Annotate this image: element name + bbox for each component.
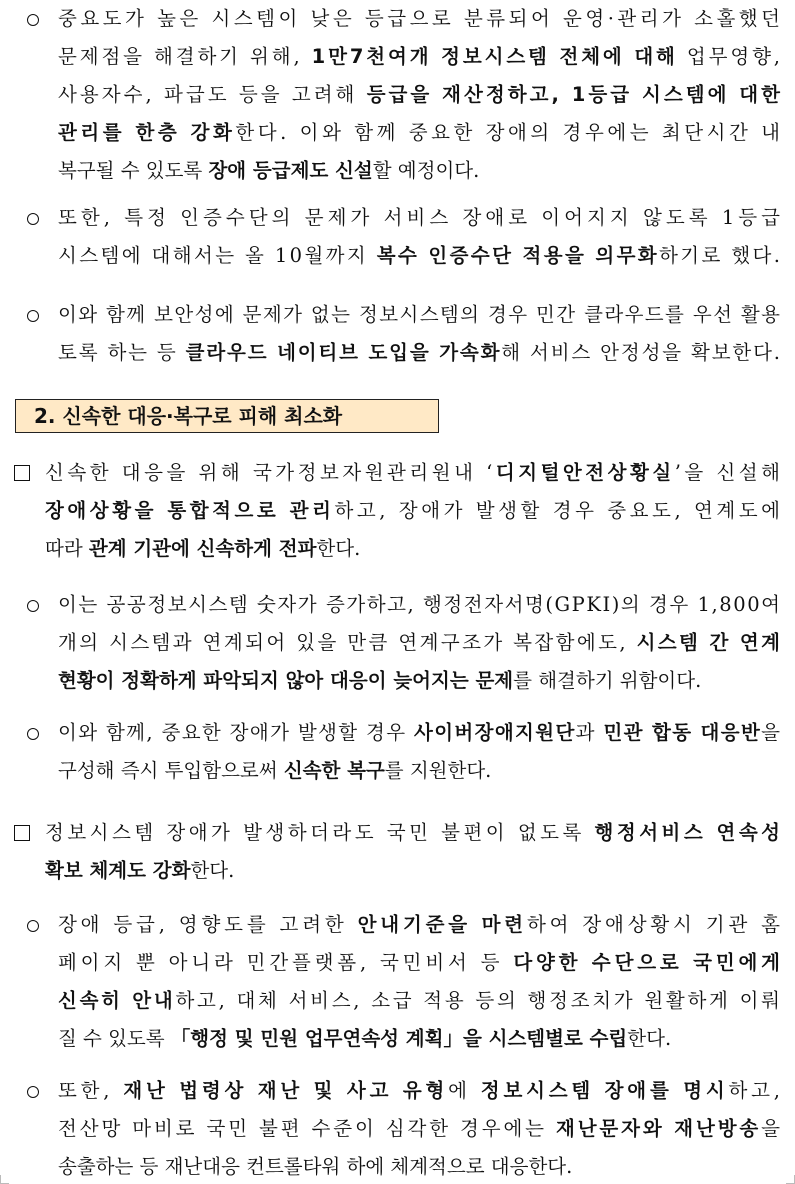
paragraph-line (58, 626, 782, 660)
emphasis-text: 사이버장애지원단 (414, 721, 576, 744)
emphasis-text: 시스템 간 연계 (636, 631, 783, 654)
body-text: 질 수 있도록 (58, 1027, 171, 1050)
body-text: 신속한 대응을 위해 국가정보자원관리원내 ‘ (45, 461, 496, 484)
body-text: 하고, 장애가 발생할 경우 중요도, 연계도에 (334, 499, 784, 522)
emphasis-text: 정보시스템 장애를 명시 (480, 1079, 729, 1102)
paragraph-line (45, 816, 784, 850)
section-heading: 2. 신속한 대응·복구로 피해 최소화 (34, 404, 343, 428)
body-text: 복구될 수 있도록 (58, 159, 209, 182)
paragraph-line (58, 1074, 784, 1108)
body-text: 하고, (728, 1079, 784, 1102)
square-bullet-icon (14, 816, 30, 853)
body-text: 장애 등급, 영향도를 고려한 (58, 913, 358, 936)
emphasis-text: 복수 인증수단 적용을 의무화 (376, 244, 660, 267)
emphasis-text: 안내기준을 마련 (357, 913, 527, 936)
body-text: 을 (761, 721, 782, 744)
emphasis-text: 민관 합동 대응반 (603, 721, 762, 744)
paragraph-line (58, 908, 784, 942)
body-text: 해 서비스 안정성을 확보한다. (501, 341, 782, 364)
body-text: 과 (575, 721, 604, 744)
emphasis-text: 장애상황을 통합적으로 관리 (45, 499, 335, 522)
emphasis-text: 행정서비스 연속성 (594, 821, 784, 844)
circle-bullet-icon (27, 588, 39, 624)
body-text: 토록 하는 등 (58, 341, 186, 364)
emphasis-text: 클라우드 네이티브 도입을 가속화 (185, 341, 502, 364)
body-text: 한다. 이와 함께 중요한 장애의 경우에는 최단시간 내 (235, 121, 784, 144)
paragraph-line (58, 1112, 783, 1146)
circle-bullet-icon (27, 908, 39, 944)
body-text: 하고, 대체 서비스, 소급 적용 등의 행정조치가 원활하게 이뤄 (175, 989, 783, 1012)
circle-bullet-icon (27, 1074, 39, 1110)
emphasis-text: 현황이 정확하게 파악되지 않아 대응이 늦어지는 문제 (58, 669, 514, 692)
body-text: 할 예정이다. (372, 159, 480, 182)
paragraph-line (45, 854, 234, 888)
circle-bullet-icon (27, 298, 39, 334)
body-text: 페이지 뿐 아니라 민간플랫폼, 국민비서 등 (58, 951, 514, 974)
body-text: 시스템에 대해서는 올 10월까지 (58, 244, 377, 267)
emphasis-text: 관계 기관에 신속하게 전파 (88, 537, 317, 560)
emphasis-text: 재난문자와 재난방송 (555, 1117, 762, 1140)
paragraph-line (58, 154, 479, 188)
body-text: 이와 함께 보안성에 문제가 없는 정보시스템의 경우 민간 클라우드를 우선 활용 (58, 303, 782, 326)
body-text: 개의 시스템과 연계되어 있을 만큼 연계구조가 복잡함에도, (58, 631, 637, 654)
paragraph-line (58, 984, 783, 1018)
emphasis-text: 다양한 수단으로 국민에게 (513, 951, 784, 974)
body-text: 하여 장애상황시 기관 홈 (526, 913, 784, 936)
body-text: 문제점을 해결하기 위해, (58, 45, 312, 68)
paragraph-line (58, 1150, 572, 1184)
body-text: 에 (448, 1079, 481, 1102)
paragraph-line (58, 78, 783, 112)
emphasis-text: 신속한 복구 (283, 759, 385, 782)
paragraph-line (45, 456, 784, 490)
emphasis-text: 장애 등급제도 신설 (208, 159, 373, 182)
emphasis-text: 등급을 재산정하고, 1등급 시스템에 대한 (366, 83, 784, 106)
emphasis-text: 신속히 안내 (58, 989, 176, 1012)
body-text: ’을 신설해 (674, 461, 784, 484)
paragraph-line (58, 754, 491, 788)
body-text: 사용자수, 파급도 등을 고려해 (58, 83, 367, 106)
paragraph-line (58, 716, 781, 750)
body-text: 정보시스템 장애가 발생하더라도 국민 불편이 없도록 (45, 821, 595, 844)
body-text: 따라 (45, 537, 89, 560)
emphasis-text: 확보 체계도 강화 (45, 859, 191, 882)
paragraph-line (58, 336, 782, 370)
body-text: 한다. (190, 859, 235, 882)
body-text: 이는 공공정보시스템 숫자가 증가하고, 행정전자서명(GPKI)의 경우 1,800여 (58, 593, 782, 616)
body-text: 한다. (627, 1027, 672, 1050)
emphasis-text: 관리를 한층 강화 (58, 121, 236, 144)
paragraph-line (58, 664, 701, 698)
body-text: 를 해결하기 위함이다. (513, 669, 702, 692)
circle-bullet-icon (27, 2, 39, 38)
emphasis-text: 「행정 및 민원 업무연속성 계획」을 시스템별로 수립 (170, 1027, 628, 1050)
body-text: 구성해 즉시 투입함으로써 (58, 759, 284, 782)
body-text: 송출하는 등 재난대응 컨트롤타워 하에 체계적으로 대응한다. (58, 1155, 573, 1178)
paragraph-line (58, 588, 782, 622)
paragraph-line (45, 532, 360, 566)
paragraph-line (58, 40, 783, 74)
emphasis-text: 재난 법령상 재난 및 사고 유형 (123, 1079, 449, 1102)
paragraph-line (58, 239, 782, 273)
square-bullet-icon (14, 456, 30, 493)
paragraph-line (58, 946, 784, 980)
paragraph-line (45, 494, 784, 528)
body-text: 을 (761, 1117, 783, 1140)
paragraph-line (58, 116, 784, 150)
body-text: 이와 함께, 중요한 장애가 발생할 경우 (58, 721, 415, 744)
circle-bullet-icon (27, 716, 39, 752)
paragraph-line (58, 298, 781, 332)
body-text: 또한, (58, 1079, 124, 1102)
body-text: 또한, 특정 인증수단의 문제가 서비스 장애로 이어지지 않도록 1등급 (58, 206, 785, 229)
body-text: 전산망 마비로 국민 불편 수준이 심각한 경우에는 (58, 1117, 556, 1140)
circle-bullet-icon (27, 201, 39, 237)
body-text: 를 지원한다. (384, 759, 492, 782)
body-text: 중요도가 높은 시스템이 낮은 등급으로 분류되어 운영·관리가 소홀했던 (58, 7, 784, 30)
emphasis-text: 디지털안전상황실 (495, 461, 675, 484)
paragraph-line (58, 2, 784, 36)
body-text: 한다. (316, 537, 361, 560)
paragraph-line (58, 201, 784, 235)
emphasis-text: 1만7천여개 정보시스템 전체에 대해 (311, 45, 678, 68)
body-text: 업무영향, (677, 45, 783, 68)
paragraph-line (58, 1022, 671, 1056)
body-text: 하기로 했다. (659, 244, 783, 267)
